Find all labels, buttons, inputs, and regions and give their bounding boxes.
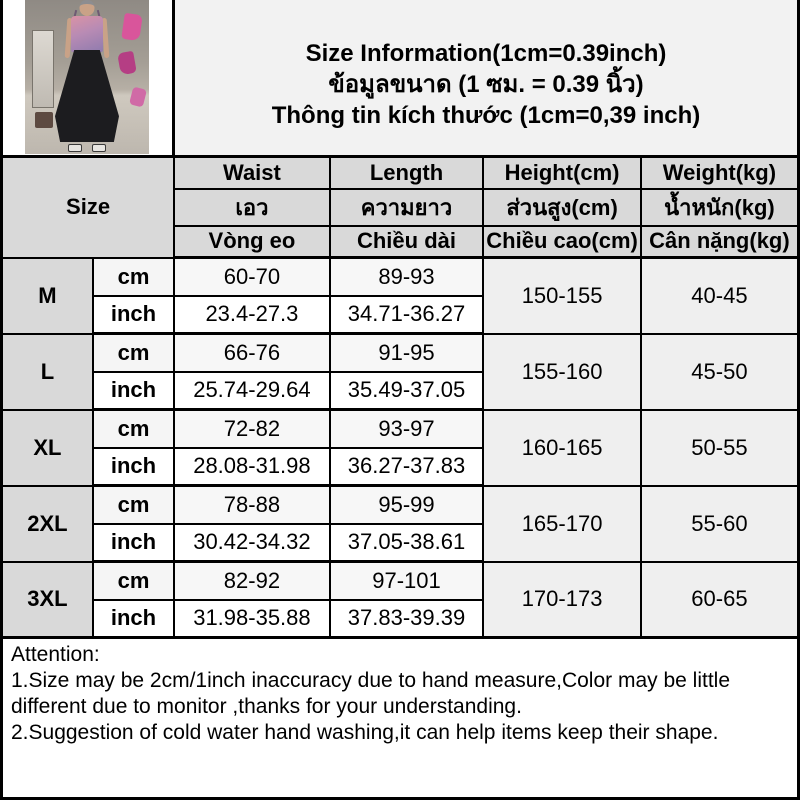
header-size-cell: Size <box>2 157 175 258</box>
height-cell: 150-155 <box>483 258 641 334</box>
length-inch-cell: 36.27-37.83 <box>330 448 484 486</box>
unit-cell: inch <box>93 600 174 638</box>
size-label-cell: 3XL <box>2 562 93 638</box>
length-cm-cell: 93-97 <box>330 410 484 448</box>
size-label-cell: L <box>2 334 93 410</box>
length-cm-cell: 89-93 <box>330 258 484 296</box>
header-length-th: ความยาว <box>330 189 484 226</box>
weight-cell: 40-45 <box>641 258 799 334</box>
height-cell: 155-160 <box>483 334 641 410</box>
waist-cm-cell: 66-76 <box>174 334 330 372</box>
height-cell: 170-173 <box>483 562 641 638</box>
weight-cell: 55-60 <box>641 486 799 562</box>
product-photo-cell <box>3 0 175 155</box>
header-waist-th: เอว <box>174 189 330 226</box>
header-height-th: ส่วนสูง(cm) <box>483 189 641 226</box>
length-inch-cell: 37.83-39.39 <box>330 600 484 638</box>
header-length-vi: Chiều dài <box>330 226 484 258</box>
header-height-en: Height(cm) <box>483 157 641 189</box>
size-table <box>0 155 800 639</box>
header-weight-vi: Cân nặng(kg) <box>641 226 799 258</box>
length-inch-cell: 35.49-37.05 <box>330 372 484 410</box>
shoe <box>68 144 82 152</box>
store-shelf <box>35 112 53 128</box>
hanging-garment-icon <box>121 13 142 41</box>
length-inch-cell: 34.71-36.27 <box>330 296 484 334</box>
wide-leg-pants <box>55 50 119 142</box>
header-waist-en: Waist <box>174 157 330 189</box>
header-weight-th: น้ำหนัก(kg) <box>641 189 799 226</box>
title-line-en: Size Information(1cm=0.39inch) <box>305 40 667 67</box>
header-length-en: Length <box>330 157 484 189</box>
waist-cm-cell: 82-92 <box>174 562 330 600</box>
weight-cell: 60-65 <box>641 562 799 638</box>
header-waist-vi: Vòng eo <box>174 226 330 258</box>
length-cm-cell: 95-99 <box>330 486 484 524</box>
size-label-cell: XL <box>2 410 93 486</box>
height-cell: 160-165 <box>483 410 641 486</box>
length-cm-cell: 91-95 <box>330 334 484 372</box>
weight-cell: 45-50 <box>641 334 799 410</box>
length-cm-cell: 97-101 <box>330 562 484 600</box>
waist-inch-cell: 31.98-35.88 <box>174 600 330 638</box>
unit-cell: cm <box>93 410 174 448</box>
model-head <box>80 0 95 16</box>
unit-cell: inch <box>93 524 174 562</box>
waist-inch-cell: 23.4-27.3 <box>174 296 330 334</box>
waist-inch-cell: 25.74-29.64 <box>174 372 330 410</box>
store-mirror <box>32 30 54 108</box>
unit-cell: cm <box>93 334 174 372</box>
waist-cm-cell: 72-82 <box>174 410 330 448</box>
unit-cell: cm <box>93 486 174 524</box>
title-block <box>175 0 797 155</box>
header-height-vi: Chiều cao(cm) <box>483 226 641 258</box>
shoe <box>92 144 106 152</box>
waist-cm-cell: 78-88 <box>174 486 330 524</box>
title-line-vi: Thông tin kích thước (1cm=0,39 inch) <box>271 102 701 129</box>
unit-cell: inch <box>93 372 174 410</box>
model-figure <box>52 0 122 154</box>
unit-cell: inch <box>93 448 174 486</box>
header-weight-en: Weight(kg) <box>641 157 799 189</box>
attention-item: 1.Size may be 2cm/1inch inaccuracy due to hand measure,Color may be little different due to monitor ,thanks for your understanding. <box>11 669 731 718</box>
size-label-cell: M <box>2 258 93 334</box>
waist-inch-cell: 28.08-31.98 <box>174 448 330 486</box>
hanging-garment-icon <box>129 87 147 108</box>
unit-cell: cm <box>93 562 174 600</box>
waist-inch-cell: 30.42-34.32 <box>174 524 330 562</box>
unit-cell: cm <box>93 258 174 296</box>
attention-heading: Attention: <box>11 643 100 666</box>
camisole-top <box>71 16 103 52</box>
attention-notes <box>0 639 800 800</box>
size-label-cell: 2XL <box>2 486 93 562</box>
waist-cm-cell: 60-70 <box>174 258 330 296</box>
height-cell: 165-170 <box>483 486 641 562</box>
unit-cell: inch <box>93 296 174 334</box>
product-photo <box>25 0 149 154</box>
length-inch-cell: 37.05-38.61 <box>330 524 484 562</box>
top-band <box>0 0 800 155</box>
title-line-th: ข้อมูลขนาด (1 ซม. = 0.39 นิ้ว) <box>328 71 644 98</box>
attention-item: 2.Suggestion of cold water hand washing,it can help items keep their shape. <box>11 721 719 744</box>
weight-cell: 50-55 <box>641 410 799 486</box>
